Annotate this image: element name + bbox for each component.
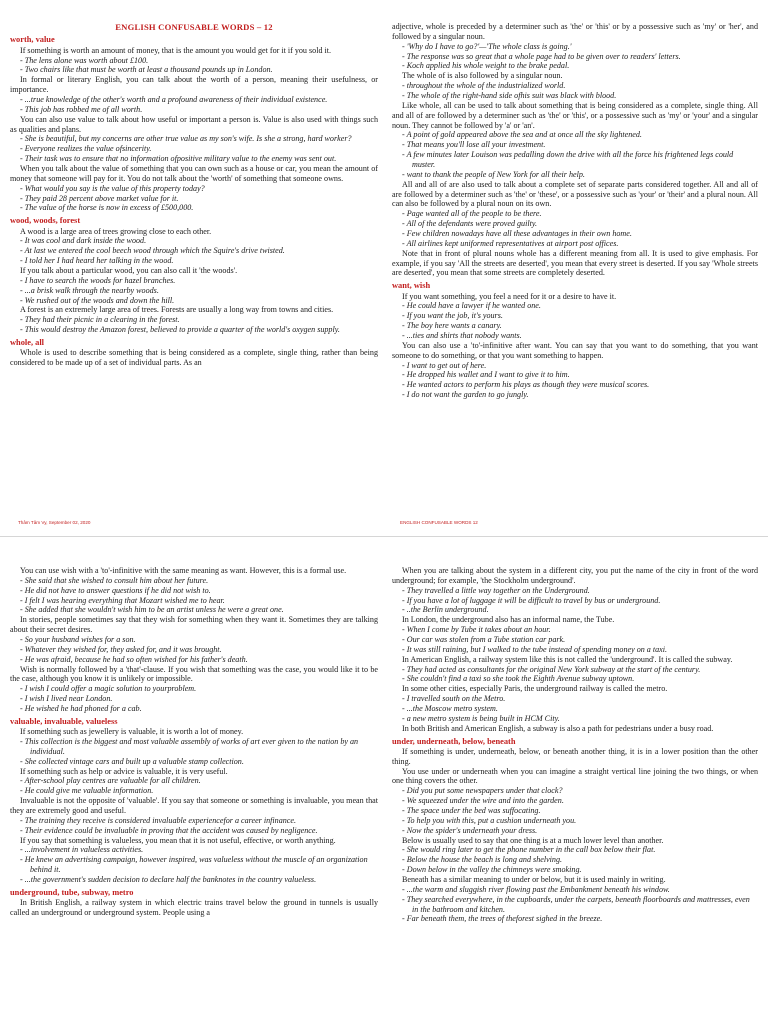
example-sentence: - Did you put some newspapers under that clock?	[402, 786, 563, 796]
example-sentence: - I felt I was hearing everything that Mozart wished me to hear.	[20, 595, 225, 605]
body-paragraph: Below is usually used to say that one thing is at a much lower level than another.	[402, 835, 664, 845]
body-paragraph: You can also use value to talk about how useful or important a person is. Value is also used with things such as qualities and plans.	[10, 114, 378, 134]
example-sentence: - ...the warm and sluggish river flowing past the Embankment beneath his window.	[402, 884, 670, 894]
example-sentence: - It was still raining, but I walked to the tube instead of spending money on a taxi.	[402, 644, 668, 654]
example-sentence: - I wish I could offer a magic solution to yourproblem.	[20, 684, 197, 694]
body-paragraph: A forest is an extremely large area of trees. Forests are usually a long way from towns and cities.	[20, 305, 334, 315]
example-sentence: - They paid 28 percent above market value for it.	[20, 193, 179, 203]
body-paragraph: In London, the underground also has an informal name, the Tube.	[402, 615, 615, 625]
example-sentence: - She would ring later to get the phone number in the call box below their flat.	[402, 845, 656, 855]
section-heading: valuable, invaluable, valueless	[10, 716, 118, 726]
example-sentence: - ..the Berlin underground.	[402, 605, 489, 615]
page-divider	[0, 536, 768, 537]
example-sentence: - He knew an advertising campaign, however inspired, was valueless without the muscle of an organization behind it.	[20, 855, 368, 875]
example-sentence: - The value of the horse is now in excess of £500,000.	[20, 203, 194, 213]
example-sentence: - They travelled a little way together on the Underground.	[402, 585, 590, 595]
document-title: ENGLISH CONFUSABLE WORDS – 12	[115, 22, 273, 32]
example-sentence: - a new metro system is being built in HCM City.	[402, 713, 560, 723]
example-sentence: - This collection is the biggest and most valuable assembly of works of art ever given to the nation by an individual.	[20, 737, 359, 756]
body-paragraph: You can also use a 'to'-infinitive after want. You can say that you want to do something, that you want someone to do something, or that you want something to happen.	[392, 340, 758, 360]
page-quadrant-bottom-left	[10, 566, 378, 1024]
section-heading: wood, woods, forest	[10, 216, 81, 226]
body-paragraph: In some other cities, especially Paris, the underground railway is called the metro.	[402, 684, 668, 694]
example-sentence: - Koch applied his whole weight to the brake pedal.	[402, 61, 570, 71]
section-heading: whole, all	[10, 338, 44, 348]
example-sentence: - want to thank the people of New York for all their help.	[402, 169, 585, 179]
example-sentence: - Their task was to ensure that no information ofpositive military value to the enemy was sent out.	[20, 154, 337, 164]
body-paragraph: When you talk about the value of something that you can own such as a house or car, you mean the amount of money that someone will pay for it. You do not talk about the 'worth' of something that someone owns.	[10, 164, 378, 183]
body-paragraph: Beneath has a similar meaning to under or below, but it is used mainly in writing.	[402, 875, 666, 885]
example-sentence: - I want to get out of here.	[402, 360, 487, 370]
section-heading: under, underneath, below, beneath	[392, 736, 516, 746]
example-sentence: - Our car was stolen from a Tube station car park.	[402, 635, 566, 645]
page-quadrant-top-left	[10, 22, 378, 514]
quadrant-body	[10, 566, 378, 918]
example-sentence: - If you want the job, it's yours.	[402, 311, 503, 321]
example-sentence: - The boy here wants a canary.	[402, 321, 502, 331]
example-sentence: - All airlines kept uniformed representatives at airport post offices.	[402, 238, 619, 248]
footer-doc-title: ENGLISH CONFUSABLE WORDS 12	[400, 520, 478, 525]
example-sentence: - Two chairs like that must be worth at least a thousand pounds up in London.	[20, 65, 273, 75]
example-sentence: - I do not want the garden to go jungly.	[402, 390, 529, 400]
body-paragraph: Like whole, all can be used to talk about something that is being considered as a complete, single thing. All and all of are followed by a determiner such as 'the' or 'this', or a possessive such as 'my' or 'your' and a singular noun. They cannot be followed by 'a' or 'an'.	[392, 100, 758, 130]
example-sentence: - I told her I had heard her talking in the wood.	[20, 256, 174, 266]
example-sentence: - He was afraid, because he had so often wished for his father's death.	[20, 654, 248, 664]
body-paragraph: All and all of are also used to talk about a complete set of separate parts considered together. All and all of are followed by a determiner such as 'the' or 'these', or a possessive such as 'your' or 'their' and a plural noun. All can also be followed by a plural noun on its own.	[392, 179, 758, 209]
body-paragraph: The whole of is also followed by a singular noun.	[402, 71, 563, 81]
body-paragraph: You use under or underneath when you can imagine a straight vertical line joining the two things, or when one thing covers the other.	[392, 766, 758, 786]
example-sentence: - Their evidence could be invaluable in proving that the accident was caused by negligence.	[20, 825, 318, 835]
section-heading: want, wish	[392, 281, 431, 291]
example-sentence: - Everyone realizes the value ofsincerity.	[20, 144, 152, 154]
body-paragraph: Wish is normally followed by a 'that'-clause. If you wish that something was the case, you would like it to be the case, although you know it is unlikely or impossible.	[10, 664, 378, 684]
example-sentence: - He wanted actors to perform his plays as though they were musical scores.	[402, 380, 650, 390]
example-sentence: - They had acted as consultants for the original New York subway at the start of the century.	[402, 664, 701, 674]
page-quadrant-top-right	[392, 22, 758, 514]
example-sentence: - ...a brisk walk through the nearby woods.	[20, 285, 159, 295]
example-sentence: - He could have a lawyer if he wanted one.	[402, 301, 541, 311]
example-sentence: - ...ties and shirts that nobody wants.	[402, 331, 522, 341]
example-sentence: - A few minutes later Louison was pedalling down the drive with all the force his frightened legs could muster.	[402, 150, 734, 170]
body-paragraph: If you want something, you feel a need for it or a desire to have it.	[402, 291, 617, 301]
body-paragraph: You can use wish with a 'to'-infinitive with the same meaning as want. However, this is a formal use.	[20, 566, 347, 575]
example-sentence: - A point of gold appeared above the sea and at once all the sky lightened.	[402, 130, 642, 140]
example-sentence: - When I come by Tube it takes about an hour.	[402, 625, 551, 635]
body-paragraph: In stories, people sometimes say that they wish for something when they want it. Sometimes they are talking about their secret desires.	[10, 615, 378, 635]
body-paragraph: Note that in front of plural nouns whole has a different meaning from all. It is used to give emphasis. For example, if you say 'All the streets are deserted', you mean that every street is deserted. If you say 'Whole streets are deserted', you mean that some streets are completely deserted.	[392, 248, 758, 278]
example-sentence: - To help you with this, put a cushion underneath you.	[402, 815, 577, 825]
page-quadrant-bottom-right	[392, 566, 758, 1024]
body-paragraph: If you talk about a particular wood, you can also call it 'the woods'.	[20, 266, 238, 276]
example-sentence: - We rushed out of the woods and down the hill.	[20, 295, 175, 305]
example-sentence: - Far beneath them, the trees of theforest sighed in the breeze.	[402, 914, 603, 924]
example-sentence: - Below the house the beach is long and shelving.	[402, 855, 563, 865]
example-sentence: - ...true knowledge of the other's worth and a profound awareness of their individual existence.	[20, 95, 328, 105]
example-sentence: - If you have a lot of luggage it will be difficult to travel by bus or underground.	[402, 595, 661, 605]
example-sentence: - She couldn't find a taxi so she took the Eighth Avenue subway uptown.	[402, 674, 635, 684]
example-sentence: - The training they receive is considered invaluable experiencefor a career infinance.	[20, 815, 296, 825]
example-sentence: - After-school play centres are valuable for all children.	[20, 776, 201, 786]
example-sentence: - The response was so great that a whole page had to be given over to readers' letters.	[402, 51, 681, 61]
section-heading: worth, value	[10, 35, 55, 45]
body-paragraph: When you are talking about the system in a different city, you put the name of the city in front of the word underground; for example, 'the Stockholm underground'.	[392, 566, 758, 585]
body-paragraph: A wood is a large area of trees growing close to each other.	[20, 226, 212, 236]
example-sentence: - throughout the whole of the industrialized world.	[402, 81, 566, 91]
example-sentence: - The space under the bed was suffocating.	[402, 806, 541, 816]
quadrant-body	[392, 566, 758, 924]
quadrant-body	[10, 35, 378, 368]
body-paragraph: If something is under, underneath, below, or beneath another thing, it is in a lower position than the other thing.	[392, 746, 758, 766]
example-sentence: - It was cool and dark inside the wood.	[20, 236, 147, 246]
example-sentence: - That means you'll lose all your investment.	[402, 140, 546, 150]
example-sentence: - This would destroy the Amazon forest, believed to provide a quarter of the world's oxygen supply.	[20, 325, 340, 335]
quadrant-body	[392, 22, 758, 400]
example-sentence: - ...the Moscow metro system.	[402, 704, 498, 714]
example-sentence: - He wished he had phoned for a cab.	[20, 704, 142, 714]
example-sentence: - Page wanted all of the people to be there.	[402, 209, 542, 219]
body-paragraph: In American English, a railway system like this is not called the 'underground'. It is called the subway.	[402, 654, 733, 664]
example-sentence: - Few children nowadays have all these advantages in their own home.	[402, 229, 632, 239]
example-sentence: - Now the spider's underneath your dress.	[402, 825, 538, 835]
example-sentence: - Whatever they wished for, they asked for, and it was brought.	[20, 644, 222, 654]
example-sentence: - I travelled south on the Metro.	[402, 694, 506, 704]
body-paragraph: In British English, a railway system in which electric trains travel below the ground in tunnels is usually called an underground or underground system. People using a	[10, 898, 378, 917]
example-sentence: - What would you say is the value of this property today?	[20, 183, 205, 193]
example-sentence: - They had their picnic in a clearing in the forest.	[20, 315, 180, 325]
body-paragraph: Whole is used to describe something that is being considered as a complete, single thing, rather than being considered to be made up of a set of individual parts. As an	[10, 348, 378, 368]
body-paragraph: If something such as jewellery is valuable, it is worth a lot of money.	[20, 727, 244, 737]
example-sentence: - She said that she wished to consult him about her future.	[20, 575, 209, 585]
body-paragraph: If something such as help or advice is valuable, it is very useful.	[20, 766, 228, 776]
example-sentence: - Down below in the valley the chimneys were smoking.	[402, 865, 582, 875]
example-sentence: - They searched everywhere, in the cupboards, under the carpets, beneath floorboards and mattresses, even in the bathroom and kitchen.	[402, 894, 750, 914]
body-paragraph: In both British and American English, a subway is also a path for pedestrians under a busy road.	[402, 723, 714, 733]
example-sentence: - I have to search the woods for hazel branches.	[20, 275, 176, 285]
footer-author-date: Thâm Tâm Vy, September 02, 2020	[18, 520, 91, 525]
body-paragraph: If you say that something is valueless, you mean that it is not useful, effective, or worth anything.	[20, 835, 336, 845]
example-sentence: - She collected vintage cars and built up a valuable stamp collection.	[20, 756, 244, 766]
example-sentence: - She is beautiful, but my concerns are other true value as my son's wife. Is she a strong, hard worker?	[20, 134, 352, 144]
example-sentence: - ...the government's sudden decision to declare half the banknotes in the country valueless.	[20, 875, 317, 885]
example-sentence: - All of the defendants were proved guilty.	[402, 219, 538, 229]
example-sentence: - I wish I lived near London.	[20, 694, 113, 704]
example-sentence: - At last we entered the cool beech wood through which the Squire's drive twisted.	[20, 246, 285, 256]
example-sentence: - The whole of the right-hand side ofhis suit was black with blood.	[402, 91, 617, 101]
example-sentence: - So your husband wishes for a son.	[20, 635, 136, 645]
body-paragraph: In formal or literary English, you can talk about the worth of a person, meaning their usefulness, or importance.	[10, 75, 378, 95]
example-sentence: - 'Why do I have to go?'—'The whole class is going.'	[402, 41, 572, 51]
example-sentence: - ...involvement in valueless activities.	[20, 845, 144, 855]
body-paragraph: adjective, whole is preceded by a determiner such as 'the' or 'this' or by a possessive such as 'my' or 'her', and followed by a singular noun.	[392, 22, 758, 41]
example-sentence: - This job has robbed me of all worth.	[20, 104, 143, 114]
example-sentence: - He dropped his wallet and I want to give it to him.	[402, 370, 570, 380]
example-sentence: - She added that she wouldn't wish him to be an artist unless he were a great one.	[20, 605, 284, 615]
example-sentence: - We squeezed under the wire and into the garden.	[402, 796, 564, 806]
example-sentence: - He could give me valuable information.	[20, 786, 154, 796]
section-heading: underground, tube, subway, metro	[10, 887, 134, 897]
body-paragraph: If something is worth an amount of money, that is the amount you would get for it if you sold it.	[20, 45, 332, 55]
example-sentence: - The lens alone was worth about £100.	[20, 55, 149, 65]
body-paragraph: Invaluable is not the opposite of 'valuable'. If you say that someone or something is invaluable, you mean that they are extremely good and useful.	[10, 796, 378, 816]
example-sentence: - He did not have to answer questions if he did not wish to.	[20, 585, 211, 595]
